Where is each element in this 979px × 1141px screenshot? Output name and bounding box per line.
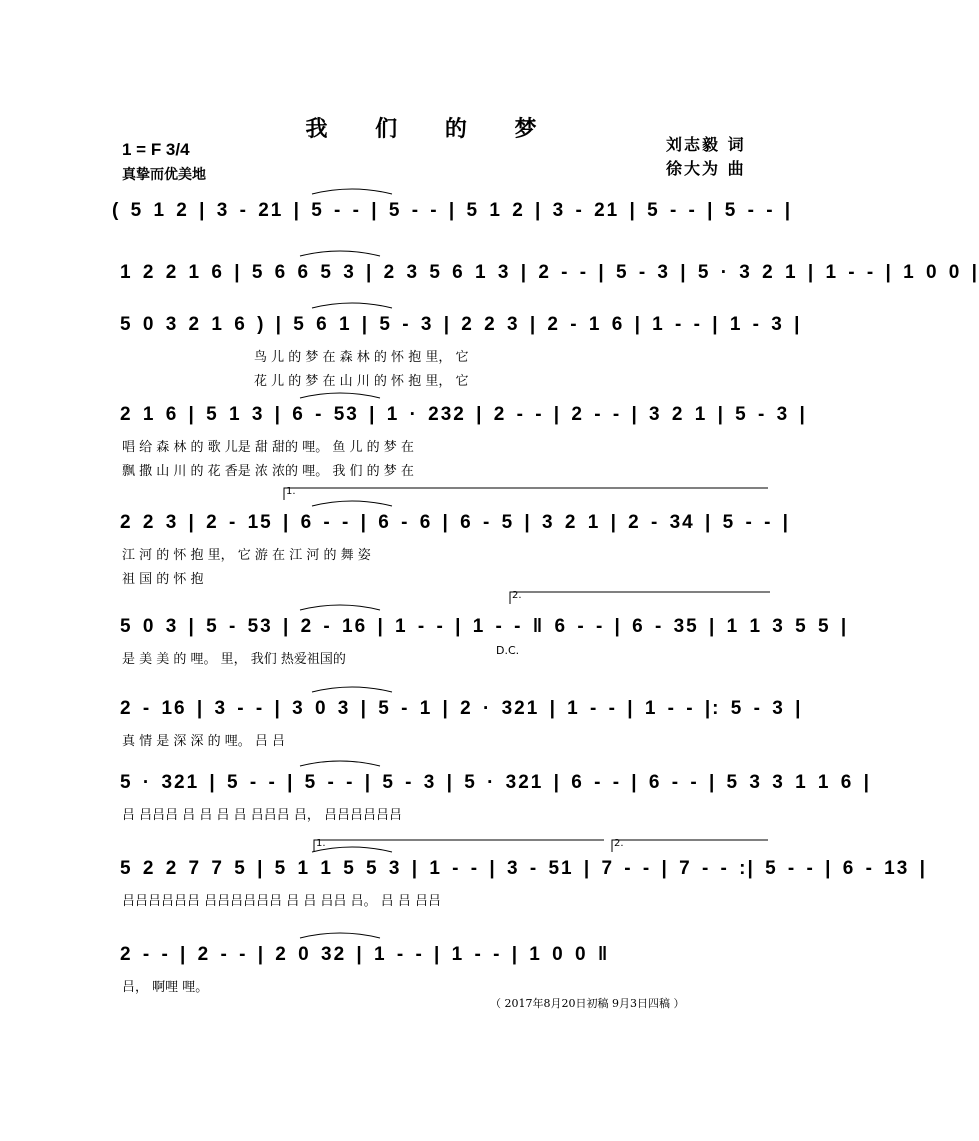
volta-bracket <box>314 840 604 852</box>
key-signature: 1 = F 3/4 <box>122 140 190 159</box>
notation-row: 2 1 6 | 5 1 3 | 6 - 53 | 1 · 232 | 2 - - | 2 - - | 3 2 1 | 5 - 3 | <box>120 404 807 425</box>
notation-row: 5 · 321 | 5 - - | 5 - - | 5 - 3 | 5 · 321 | 6 - - | 6 - - | 5 3 3 1 1 6 | <box>120 772 871 793</box>
notation-row: 2 - 16 | 3 - - | 3 0 3 | 5 - 1 | 2 · 321 | 1 - - | 1 - - |: 5 - 3 | <box>120 698 803 719</box>
volta-bracket <box>510 592 770 604</box>
lyric-line: 江 河 的 怀 抱 里， 它 游 在 江 河 的 舞 姿 <box>122 548 371 563</box>
slur <box>312 847 392 852</box>
song-title: 我 们 的 梦 <box>305 116 557 142</box>
notation-row: 1 2 2 1 6 | 5 6 6 5 3 | 2 3 5 6 1 3 | 2 - - | 5 - 3 | 5 · 3 2 1 | 1 - - | 1 0 0 | <box>120 262 979 283</box>
slur <box>300 933 380 938</box>
slur <box>312 687 392 692</box>
dc-mark: D.C. <box>496 644 520 657</box>
volta-bracket <box>284 488 768 500</box>
lyricist-credit: 刘志毅 词 <box>666 135 746 154</box>
lyric-line: 唱 给 森 林 的 歌 儿是 甜 甜的 哩。 鱼 儿 的 梦 在 <box>122 440 414 455</box>
notation-row: 5 0 3 2 1 6 ) | 5 6 1 | 5 - 3 | 2 2 3 | 2 - 1 6 | 1 - - | 1 - 3 | <box>120 314 802 335</box>
footer-note: （ 2017年8月20日初稿 9月3日四稿 ） <box>490 997 685 1010</box>
tempo-mark: 真挚而优美地 <box>122 167 206 183</box>
volta-label: 2. <box>512 590 522 601</box>
lyric-line: 吕吕吕吕吕吕 吕吕吕吕吕吕 吕 吕 吕吕 吕。 吕 吕 吕吕 <box>122 894 442 909</box>
slur <box>300 251 380 256</box>
lyric-line: 真 情 是 深 深 的 哩。 吕 吕 <box>122 734 286 749</box>
lyric-line: 是 美 美 的 哩。 里， 我们 热爱祖国的 <box>122 652 346 667</box>
lyric-line: 吕， 啊哩 哩。 <box>122 980 209 995</box>
slur <box>300 393 380 398</box>
composer-credit: 徐大为 曲 <box>666 159 746 178</box>
slur <box>312 189 392 194</box>
lyric-line: 鸟 儿 的 梦 在 森 林 的 怀 抱 里， 它 <box>254 350 469 365</box>
notation-row: 2 - - | 2 - - | 2 0 32 | 1 - - | 1 - - | 1 0 0 ‖ <box>120 944 610 965</box>
slur <box>312 303 392 308</box>
notation-row: ( 5 1 2 | 3 - 21 | 5 - - | 5 - - | 5 1 2 | 3 - 21 | 5 - - | 5 - - | <box>112 200 793 221</box>
notation-row: 5 2 2 7 7 5 | 5 1 1 5 5 3 | 1 - - | 3 - 51 | 7 - - | 7 - - :| 5 - - | 6 - 13 | <box>120 858 927 879</box>
volta-label: 2. <box>614 838 624 849</box>
volta-label: 1. <box>286 486 296 497</box>
lyric-line: 飘 撒 山 川 的 花 香是 浓 浓的 哩。 我 们 的 梦 在 <box>122 464 414 479</box>
notation-row: 2 2 3 | 2 - 15 | 6 - - | 6 - 6 | 6 - 5 | 3 2 1 | 2 - 34 | 5 - - | <box>120 512 790 533</box>
lyric-line: 花 儿 的 梦 在 山 川 的 怀 抱 里， 它 <box>254 374 469 389</box>
volta-bracket <box>612 840 768 852</box>
lyric-line: 吕 吕吕吕 吕 吕 吕 吕 吕吕吕 吕， 吕吕吕吕吕吕 <box>122 808 403 823</box>
notation-row: 5 0 3 | 5 - 53 | 2 - 16 | 1 - - | 1 - - ‖ 6 - - | 6 - 35 | 1 1 3 5 5 | <box>120 616 849 637</box>
slur <box>300 605 380 610</box>
lyric-line: 祖 国 的 怀 抱 <box>122 572 204 587</box>
slur <box>312 501 392 506</box>
slur <box>300 761 380 766</box>
volta-label: 1. <box>316 838 326 849</box>
